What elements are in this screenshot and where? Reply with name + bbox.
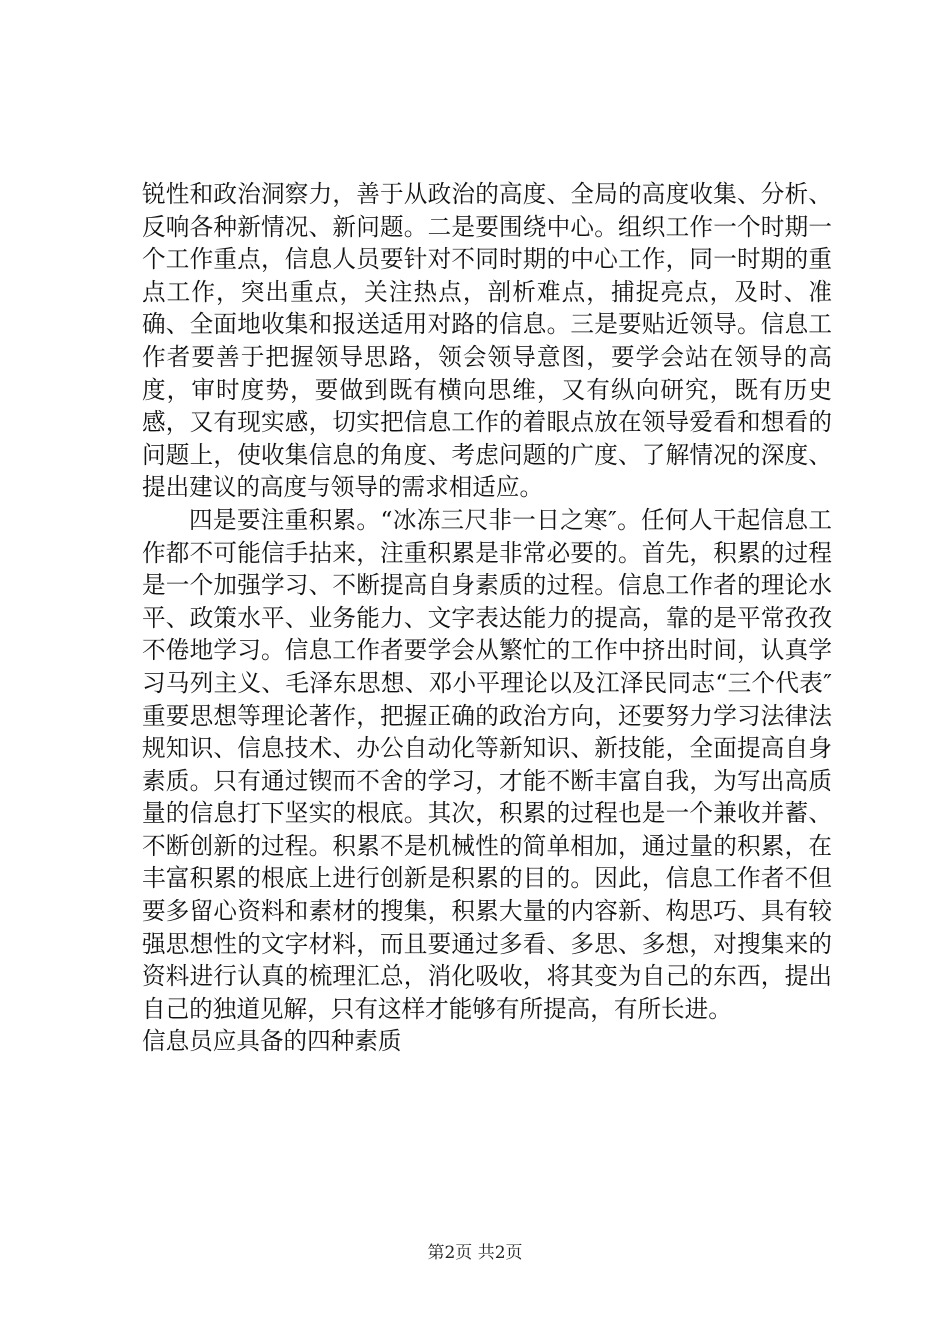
paragraph-accumulation: 四是要注重积累。“冰冻三尺非一日之寒″。任何人干起信息工作都不可能信手拈来，注重积累是非常必要的。首先，积累的过程是一个加强学习、不断提高自身素质的过程。信息工作者的理论水平、政策水平、业务能力、文字表达能力的提高，靠的是平常孜孜不倦地学习。信息工作者要学会从繁忙的工作中挤出时间，认真学习马列主义、毛泽东思想、邓小平理论以及江泽民同志“三个代表″重要思想等理论著作，把握正确的政治方向，还要努力学习法律法规知识、信息技术、办公自动化等新知识、新技能，全面提高自身素质。只有通过锲而不舍的学习，才能不断丰富自我，为写出高质量的信息打下坚实的根底。其次，积累的过程也是一个兼收并蓄、不断创新的过程。积累不是机械性的简单相加，通过量的积累，在丰富积累的根底上进行创新是积累的目的。因此，信息工作者不但要多留心资料和素材的搜集，积累大量的内容新、构思巧、具有较强思想性的文字材料，而且要通过多看、多思、多想，对搜集来的资料进行认真的梳理汇总，消化吸收，将其变为自己的东西，提出自己的独道见解，只有这样才能够有所提高，有所长进。 xyxy=(142,505,832,1023)
paragraph-continuation: 锐性和政治洞察力，善于从政治的高度、全局的高度收集、分析、反响各种新情况、新问题。二是要围绕中心。组织工作一个时期一个工作重点，信息人员要针对不同时期的中心工作，同一时期的重点工作，突出重点，关注热点，剖析难点，捕捉亮点，及时、准确、全面地收集和报送适用对路的信息。三是要贴近领导。信息工作者要善于把握领导思路，领会领导意图，要学会站在领导的高度，审时度势，要做到既有横向思维，又有纵向研究，既有历史感，又有现实感，切实把信息工作的着眼点放在领导爱看和想看的问题上，使收集信息的角度、考虑问题的广度、了解情况的深度、提出建议的高度与领导的需求相适应。 xyxy=(142,180,832,502)
document-title-line: 信息员应具备的四种素质 xyxy=(142,1027,402,1056)
document-body xyxy=(142,178,832,1058)
page-number: 第2页 共2页 xyxy=(427,1243,523,1263)
